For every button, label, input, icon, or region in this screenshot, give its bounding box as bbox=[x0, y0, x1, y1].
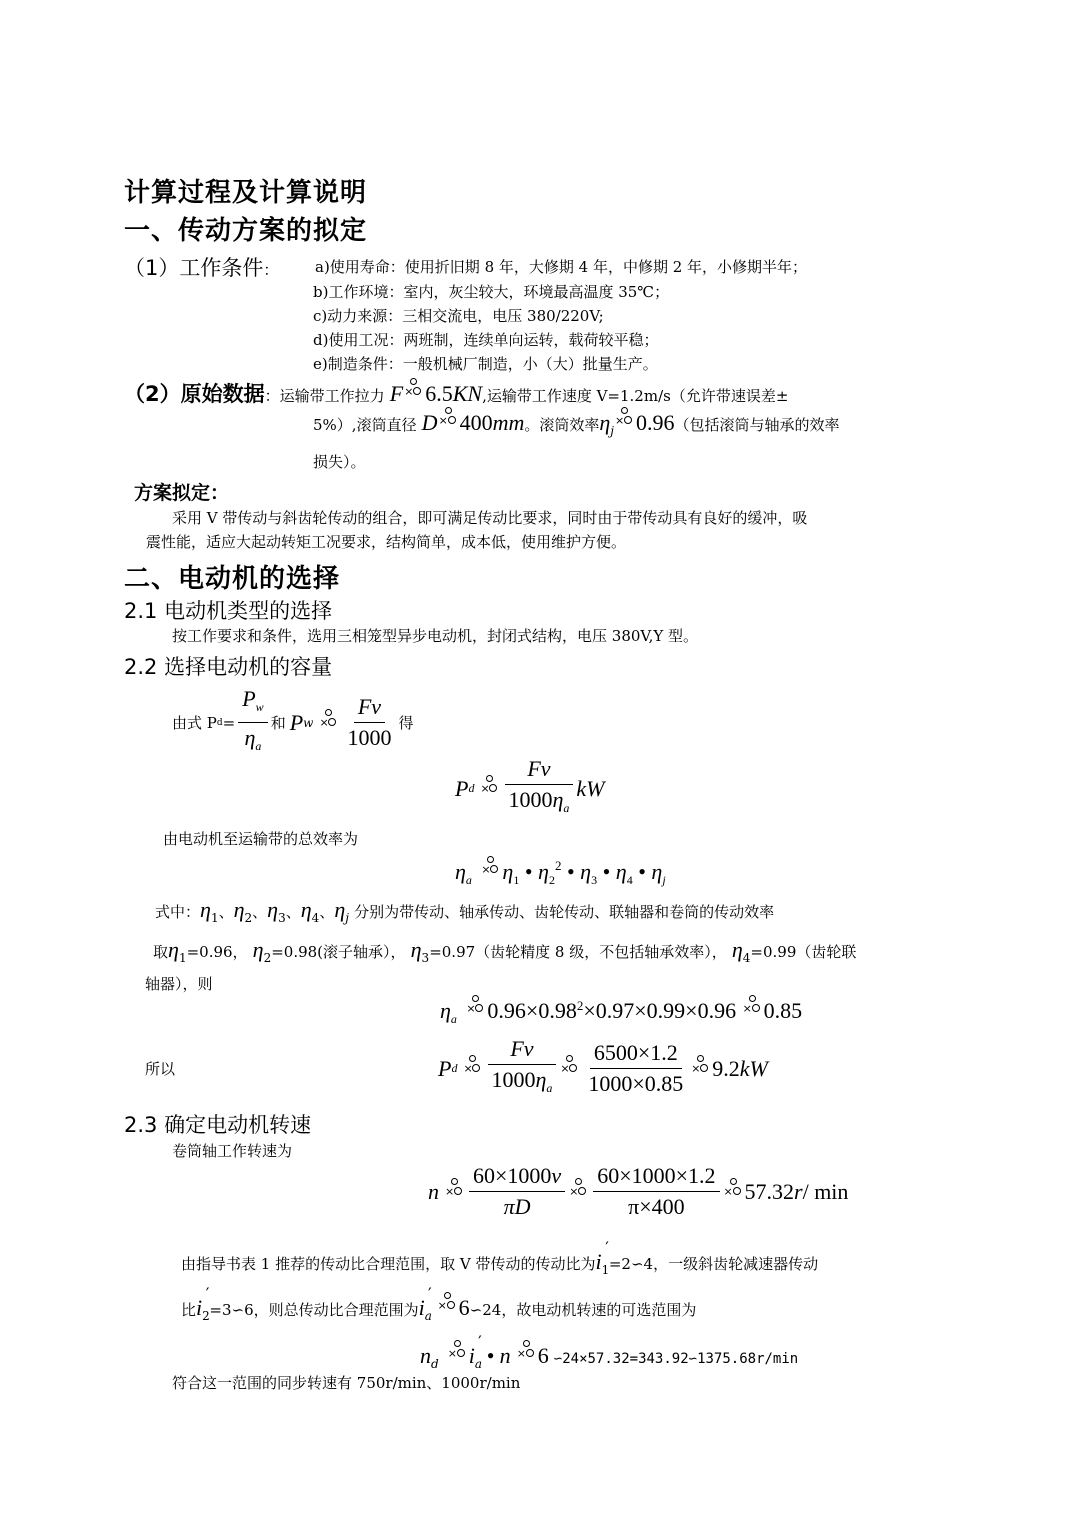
raw-data-text: 运输带工作拉力 bbox=[279, 387, 385, 405]
eta-symbol: η bbox=[168, 937, 179, 962]
formula-pd-value bbox=[438, 1036, 768, 1101]
equals-glyph-icon: × bbox=[560, 1060, 580, 1078]
eta-subscript: 2 bbox=[244, 911, 253, 925]
fraction-fv-over-1000eta bbox=[504, 756, 573, 821]
subsection-2-2-heading: 2.2 选择电动机的容量 bbox=[124, 655, 333, 679]
equals-glyph-icon: × bbox=[615, 412, 635, 430]
subsection-2-1-text: 按工作要求和条件，选用三相笼型异步电动机，封闭式结构，电压 380V,Y 型。 bbox=[172, 627, 699, 645]
p-subscript: w bbox=[303, 715, 314, 730]
eta-subscript: 2 bbox=[548, 873, 555, 887]
diameter-unit: mm bbox=[492, 410, 525, 435]
section-1-heading: 一、传动方案的拟定 bbox=[124, 216, 368, 246]
eta-symbol: η bbox=[334, 897, 346, 922]
eta-symbol: η bbox=[233, 897, 245, 922]
work-condition-item: a)使用寿命：使用折旧期 8 年，大修期 4 年，中修期 2 年，小修期半年； bbox=[315, 258, 808, 276]
equals-glyph-icon: × bbox=[438, 1297, 458, 1315]
formula-text: =2∽4，一级斜齿轮减速器传动 bbox=[608, 1255, 819, 1273]
equals-glyph-icon: × bbox=[569, 1183, 589, 1201]
work-condition-item: d)使用工况：两班制，连续单向运转，载荷较平稳； bbox=[313, 331, 659, 349]
raw-data-text: ,运输带工作速度 V=1.2m/s（允许带速误差± bbox=[482, 387, 789, 405]
fraction-numeric bbox=[584, 1040, 687, 1097]
eta-subscript: 3 bbox=[278, 911, 286, 925]
unit: r bbox=[794, 1178, 803, 1204]
fraction-fv-over-1000 bbox=[343, 694, 395, 751]
eta-subscript: a bbox=[546, 1081, 553, 1095]
i-subscript: a bbox=[424, 1309, 432, 1323]
raw-data-text: （包括滚筒与轴承的效率 bbox=[674, 416, 840, 434]
numerator: 6500×1.2 bbox=[590, 1040, 682, 1069]
raw-data-text: 5%）,滚筒直径 bbox=[313, 416, 417, 434]
result: 57.32 bbox=[744, 1178, 795, 1204]
denominator: 1000 bbox=[491, 1067, 536, 1092]
eta-subscript: 2 bbox=[263, 951, 272, 965]
p-symbol: P bbox=[289, 709, 304, 735]
plan-text-line-2: 震性能，适应大起动转矩工况要求，结构简单，成本低，使用维护方便。 bbox=[146, 533, 627, 551]
p-symbol: P bbox=[438, 1055, 452, 1081]
ratio-value: 6 bbox=[458, 1295, 470, 1320]
i-symbol: i bbox=[196, 1295, 203, 1320]
eta-subscript: a bbox=[450, 1012, 457, 1026]
raw-data-line-3: 损失）。 bbox=[313, 453, 366, 471]
eta-subscript: 3 bbox=[591, 873, 598, 887]
i-subscript: 2 bbox=[202, 1309, 210, 1323]
result: 9.2 bbox=[712, 1055, 740, 1081]
formula-pd bbox=[455, 756, 604, 821]
eta-symbol: η bbox=[651, 859, 663, 884]
force-unit: KN bbox=[452, 381, 483, 406]
eta-symbol: η bbox=[580, 859, 592, 884]
unit: / min bbox=[802, 1178, 849, 1204]
so-label: 所以 bbox=[145, 1060, 176, 1078]
v-symbol: v bbox=[551, 1163, 562, 1188]
equals-glyph-icon: × bbox=[743, 1000, 763, 1018]
formula-eta-a-value bbox=[440, 998, 802, 1027]
p-subscript: d bbox=[451, 1061, 458, 1075]
separator: 、 bbox=[252, 903, 268, 921]
formula-drum-speed bbox=[428, 1163, 848, 1220]
i-symbol: i bbox=[468, 1343, 475, 1368]
fraction-numeric bbox=[593, 1163, 719, 1220]
result: 0.85 bbox=[763, 998, 803, 1023]
plan-label: 方案拟定： bbox=[134, 482, 230, 504]
formula-text: 取 bbox=[153, 943, 169, 961]
eta-symbol: η bbox=[455, 859, 466, 884]
dot-operator: • bbox=[638, 859, 646, 884]
equals-glyph-icon: × bbox=[481, 861, 501, 879]
exponent: 2 bbox=[554, 858, 562, 873]
eta-subscript: 1 bbox=[178, 951, 187, 965]
p-symbol: P bbox=[242, 686, 256, 711]
eta-symbol: η bbox=[599, 410, 611, 435]
i-subscript: a bbox=[474, 1357, 483, 1371]
eta-symbol: η bbox=[502, 859, 514, 884]
denominator: π×400 bbox=[628, 1194, 685, 1219]
force-symbol: F bbox=[389, 381, 404, 406]
efficiency-value: =0.98(滚子轴承）， bbox=[271, 943, 406, 961]
ratio-line-1 bbox=[181, 1238, 818, 1277]
exponent: 2 bbox=[576, 998, 584, 1013]
plan-text-line-1: 采用 V 带传动与斜齿轮传动的组合，即可满足传动比要求，同时由于带传动具有良好的缓冲，吸 bbox=[172, 509, 808, 527]
conclusion-text: 符合这一范围的同步转速有 750r/min、1000r/min bbox=[172, 1374, 521, 1392]
fraction-fv-over-1000eta bbox=[487, 1036, 556, 1101]
work-condition-item: e)制造条件：一般机械厂制造，小（大）批量生产。 bbox=[313, 355, 658, 373]
dot-operator: • bbox=[566, 859, 575, 884]
eta-symbol: η bbox=[244, 725, 256, 750]
formula-text: 由指导书表 1 推荐的传动比合理范围，取 V 带传动的传动比为 bbox=[181, 1255, 596, 1273]
diameter-value: 400 bbox=[459, 410, 493, 435]
p-symbol: P bbox=[455, 775, 469, 801]
section-2-heading: 二、电动机的选择 bbox=[124, 564, 341, 594]
expression: 0.96×0.98 bbox=[487, 998, 577, 1023]
where-line bbox=[155, 897, 774, 925]
raw-data-line-2 bbox=[313, 410, 840, 438]
i-symbol: i bbox=[418, 1295, 425, 1320]
eta-subscript: 4 bbox=[742, 951, 751, 965]
formula-subscript: d bbox=[216, 717, 223, 728]
formula-pd-pw bbox=[172, 686, 413, 759]
p-subscript: d bbox=[468, 781, 475, 795]
raw-data-label: （2）原始数据 bbox=[124, 382, 265, 406]
equals-glyph-icon: × bbox=[404, 383, 424, 401]
eta-symbol: η bbox=[535, 1067, 547, 1092]
efficiency-value: =0.96， bbox=[186, 943, 248, 961]
subsection-2-3-text: 卷筒轴工作转速为 bbox=[172, 1142, 293, 1160]
formula-motor-speed-range bbox=[420, 1332, 798, 1371]
raw-data-line-1 bbox=[124, 378, 788, 408]
p-subscript: w bbox=[255, 700, 264, 714]
formula-text: =3∽6，则总传动比合理范围为 bbox=[209, 1301, 419, 1319]
numerator: Fv bbox=[354, 694, 385, 723]
work-conditions-title: （1）工作条件 bbox=[124, 256, 264, 280]
equals-glyph-icon: × bbox=[448, 1345, 468, 1363]
denominator: 1000 bbox=[347, 725, 392, 750]
eta-subscript: 4 bbox=[626, 873, 633, 887]
force-value: 6.5 bbox=[425, 381, 453, 406]
eta-symbol: η bbox=[410, 937, 422, 962]
numerator: 60×1000 bbox=[473, 1163, 552, 1188]
equals-glyph-icon: × bbox=[319, 714, 339, 732]
eta-symbol: η bbox=[552, 787, 564, 812]
fraction-pw-over-eta bbox=[238, 686, 267, 759]
eta-subscript: a bbox=[563, 801, 570, 815]
work-conditions-label bbox=[124, 252, 278, 282]
formula-eta-a bbox=[455, 858, 666, 888]
numerator: Fv bbox=[488, 1036, 555, 1065]
equals-glyph-icon: × bbox=[691, 1060, 711, 1078]
eta-symbol: η bbox=[440, 998, 451, 1023]
numerator: Fv bbox=[505, 756, 572, 785]
denominator: 1000×0.85 bbox=[588, 1071, 684, 1096]
eta-subscript: 3 bbox=[421, 951, 430, 965]
equals-glyph-icon: × bbox=[517, 1345, 537, 1363]
formula-text: ∽24，故电动机转速的可选范围为 bbox=[469, 1301, 697, 1319]
separator: 、 bbox=[218, 903, 234, 921]
eta-symbol: η bbox=[731, 937, 743, 962]
equals-glyph-icon: × bbox=[445, 1183, 465, 1201]
eta-subscript: 4 bbox=[311, 911, 320, 925]
work-condition-item: c)动力来源：三相交流电，电压 380/220V; bbox=[313, 307, 604, 325]
eta-symbol: η bbox=[267, 897, 279, 922]
raw-data-text: 。滚筒效率 bbox=[524, 416, 600, 434]
eta-subscript: a bbox=[465, 873, 472, 887]
i-symbol: i bbox=[595, 1249, 602, 1274]
equals-glyph-icon: × bbox=[463, 1060, 483, 1078]
dot-operator: • bbox=[486, 1343, 495, 1368]
formula-text: 由式 P bbox=[172, 714, 217, 732]
eta-subscript: j bbox=[345, 911, 349, 925]
i-subscript: 1 bbox=[601, 1263, 610, 1277]
formula-text: 分别为带传动、轴承传动、齿轮传动、联轴器和卷筒的传动效率 bbox=[354, 903, 775, 921]
speed-range: ∽24×57.32=343.92∽1375.68r/min bbox=[553, 1351, 799, 1367]
formula-equals: = bbox=[222, 713, 236, 732]
prime-mark: ′ bbox=[478, 1332, 482, 1351]
prime-mark: ′ bbox=[605, 1238, 609, 1257]
denominator: πD bbox=[503, 1194, 531, 1219]
fraction-speed bbox=[469, 1163, 565, 1220]
subsection-2-1-heading: 2.1 电动机类型的选择 bbox=[124, 599, 333, 623]
eta-subscript: j bbox=[610, 424, 615, 438]
prime-mark: ′ bbox=[427, 1284, 432, 1303]
eta-symbol: η bbox=[615, 859, 627, 884]
eta-subscript: 1 bbox=[513, 873, 520, 887]
work-conditions-colon: ： bbox=[263, 261, 279, 279]
denominator: 1000 bbox=[508, 787, 553, 812]
n-symbol: n bbox=[428, 1178, 439, 1204]
efficiency-intro: 由电动机至运输带的总效率为 bbox=[163, 830, 359, 848]
diameter-symbol: D bbox=[421, 410, 438, 435]
eta-subscript: 1 bbox=[210, 911, 219, 925]
unit: kW bbox=[576, 775, 605, 801]
separator: 、 bbox=[285, 903, 301, 921]
expression: ×0.97×0.99×0.96 bbox=[583, 998, 737, 1023]
dot-operator: • bbox=[524, 859, 533, 884]
document-title: 计算过程及计算说明 bbox=[124, 178, 368, 208]
equals-glyph-icon: × bbox=[466, 1000, 486, 1018]
raw-data-colon: ： bbox=[264, 387, 280, 405]
numerator: 60×1000×1.2 bbox=[593, 1163, 719, 1192]
efficiency-value: =0.99（齿轮联 bbox=[750, 943, 857, 961]
eta-symbol: η bbox=[538, 859, 549, 884]
formula-text: 式中： bbox=[155, 903, 201, 921]
equals-glyph-icon: × bbox=[439, 412, 459, 430]
formula-text: 和 bbox=[270, 714, 286, 732]
efficiency-value: =0.97（齿轮精度 8 级，不包括轴承效率）， bbox=[429, 943, 727, 961]
ratio-value: 6 bbox=[537, 1343, 549, 1368]
eta-subscript: j bbox=[662, 873, 666, 887]
efficiency-values-line bbox=[153, 937, 856, 965]
eta-symbol: η bbox=[300, 897, 312, 922]
eta-symbol: η bbox=[200, 897, 211, 922]
equals-glyph-icon: × bbox=[480, 780, 500, 798]
equals-glyph-icon: × bbox=[724, 1183, 744, 1201]
efficiency-values-line-2: 轴器），则 bbox=[145, 975, 213, 993]
n-subscript: d bbox=[431, 1357, 439, 1371]
n-symbol: n bbox=[420, 1343, 431, 1368]
prime-mark: ′ bbox=[205, 1284, 210, 1303]
formula-text: 比 bbox=[181, 1301, 197, 1319]
eta-symbol: η bbox=[252, 937, 264, 962]
subsection-2-3-heading: 2.3 确定电动机转速 bbox=[124, 1113, 312, 1137]
eta-subscript: a bbox=[255, 739, 262, 753]
eta-value: 0.96 bbox=[636, 410, 675, 435]
work-condition-item: b)工作环境：室内，灰尘较大，环境最高温度 35℃； bbox=[313, 283, 670, 301]
dot-operator: • bbox=[602, 859, 611, 884]
n-symbol: n bbox=[499, 1343, 511, 1368]
formula-text: 得 bbox=[398, 714, 414, 732]
unit: kW bbox=[739, 1055, 768, 1081]
separator: 、 bbox=[319, 903, 335, 921]
ratio-line-2 bbox=[181, 1284, 696, 1323]
